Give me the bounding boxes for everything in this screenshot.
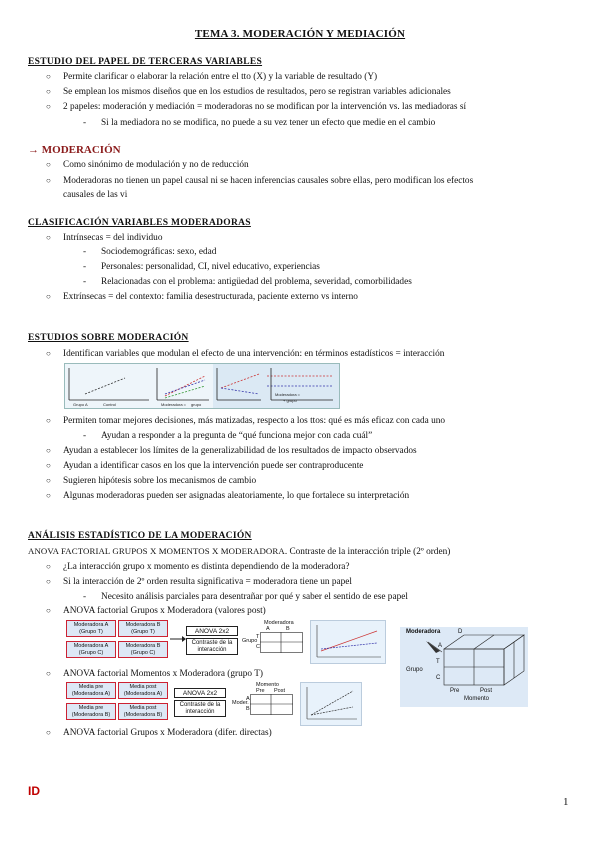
mini-plot xyxy=(300,682,362,726)
fig-label: Moderadora = xyxy=(275,392,301,397)
cell-mod-a-grupo-t: Moderadora A (Grupo T) xyxy=(66,620,116,637)
sub-list-item: - Si la mediadora no se modifica, no puede a su vez tener un efecto que medie en el cambio xyxy=(101,117,435,129)
cube-label: Momento xyxy=(464,696,490,702)
grid-label: Momento xyxy=(256,682,279,688)
cube-label: D xyxy=(458,629,463,635)
cell-pre-mod-b: Media pre (Moderadora B) xyxy=(66,703,116,720)
fig-label: Control xyxy=(103,402,116,407)
sub-list-item: - Relacionadas con el problema: antigüedad del problema, severidad, comorbilidades xyxy=(101,276,412,288)
cube-label: A xyxy=(438,643,443,649)
sub-list-item: - Personales: personalidad, CI, nivel educativo, experiencias xyxy=(101,261,320,273)
list-item: ○ Ayudan a establecer los límites de la generalizabilidad de los resultados de impacto observados xyxy=(63,445,417,457)
list-item: ○ Se emplean los mismos diseños que en los estudios de resultados, pero se registran variables adicionales xyxy=(63,86,451,98)
list-item: ○ ¿La interacción grupo x momento es distinta dependiendo de la moderadora? xyxy=(63,561,350,573)
list-item: ○ Extrínsecas = del contexto: familia desestructurada, paciente externo vs interno xyxy=(63,291,358,303)
mini-grid xyxy=(242,620,306,660)
sub-list-item: - Ayudan a responder a la pregunta de “qué funciona mejor con cada cuál” xyxy=(101,430,372,442)
list-item: ○ ANOVA factorial Momentos x Moderadora (grupo T) xyxy=(63,668,263,680)
list-item: ○ ANOVA factorial Grupos x Moderadora (difer. directas) xyxy=(63,727,272,739)
section-heading-terceras-variables: ESTUDIO DEL PAPEL DE TERCERAS VARIABLES xyxy=(28,57,263,67)
page-number: 1 xyxy=(563,796,569,808)
section-heading-analisis: ANÁLISIS ESTADÍSTICO DE LA MODERACIÓN xyxy=(28,531,252,541)
cell-post-mod-b: Media post (Moderadora B) xyxy=(118,703,168,720)
list-item: ○ Ayudan a identificar casos en los que la intervención puede ser contraproducente xyxy=(63,460,363,472)
list-item: ○ Permiten tomar mejores decisiones, más matizadas, respecto a los ttos: qué es más eficaz con cada uno xyxy=(63,415,445,427)
fig-label: grupo xyxy=(191,402,202,407)
intro-rest: . Contraste de la interacción triple (2º orden) xyxy=(284,547,451,557)
list-item: ○ Algunas moderadoras pueden ser asignadas aleatoriamente, lo que fortalece su interpretación xyxy=(63,490,409,502)
section-heading-clasificacion: CLASIFICACIÓN VARIABLES MODERADORAS xyxy=(28,218,251,228)
grid-label: A xyxy=(246,696,250,702)
anova-title: ANOVA 2x2 xyxy=(174,688,226,698)
cube-label: Grupo xyxy=(406,667,423,673)
moderation-interaction-figure xyxy=(64,363,340,409)
cube-label: T xyxy=(436,659,440,665)
cell-mod-a-grupo-c: Moderadora A (Grupo C) xyxy=(66,641,116,658)
fig-label: Grupo A xyxy=(73,402,88,407)
id-mark: ID xyxy=(28,784,40,798)
grid-label: B xyxy=(286,626,290,632)
anova-grupos-moderadora-figure xyxy=(66,620,386,664)
list-item: ○ Moderadoras no tienen un papel causal ni se hacen inferencias causales sobre ellas, pero modifican los efectos xyxy=(63,175,473,187)
fig-label: Moderadora = xyxy=(161,402,187,407)
section-heading-moderacion: → MODERACIÓN xyxy=(28,144,121,156)
sub-list-item: - Sociodemográficas: sexo, edad xyxy=(101,246,216,258)
cube-label: Pre xyxy=(450,688,460,694)
cube-label: C xyxy=(436,675,441,681)
fig-label: + grupo xyxy=(283,398,297,403)
grid-label: T xyxy=(256,634,260,640)
section-heading-estudios: ESTUDIOS SOBRE MODERACIÓN xyxy=(28,333,189,343)
cell-pre-mod-a: Media pre (Moderadora A) xyxy=(66,682,116,699)
anova-contrast: Contraste de la interacción xyxy=(174,700,226,717)
sub-list-item: - Necesito análisis parciales para desentrañar por qué y saber el sentido de ese papel xyxy=(101,591,408,603)
list-item: ○ Intrínsecas = del individuo xyxy=(63,232,162,244)
anova-momentos-moderadora-figure xyxy=(66,682,386,726)
cell-mod-b-grupo-c: Moderadora B (Grupo C) xyxy=(118,641,168,658)
cube-label: Post xyxy=(480,688,493,694)
section-intro xyxy=(28,545,450,558)
mini-grid xyxy=(232,682,296,722)
grid-label: Pre xyxy=(256,688,265,694)
list-item: ○ Identifican variables que modulan el efecto de una intervención: en términos estadísticos = interacción xyxy=(63,348,444,360)
grid-label: Moderadora xyxy=(264,620,294,626)
grid-label: Moder. xyxy=(232,700,249,706)
design-cube-figure xyxy=(400,627,528,707)
grid-label: A xyxy=(266,626,270,632)
anova-title: ANOVA 2x2 xyxy=(186,626,238,636)
page-title: TEMA 3. MODERACIÓN Y MEDIACIÓN xyxy=(194,28,406,40)
list-item-continuation: causales de las vi xyxy=(63,190,128,200)
list-item: ○ Sugieren hipótesis sobre los mecanismos de cambio xyxy=(63,475,256,487)
list-item: ○ Como sinónimo de modulación y no de reducción xyxy=(63,159,249,171)
grid-label: Post xyxy=(274,688,286,694)
grid-label: B xyxy=(246,706,250,712)
list-item: ○ Si la interacción de 2º orden resulta significativa = moderadora tiene un papel xyxy=(63,576,352,588)
cell-post-mod-a: Media post (Moderadora A) xyxy=(118,682,168,699)
list-item: ○ 2 papeles: moderación y mediación = moderadoras no se modifican por la intervención vs. las mediadoras sí xyxy=(63,101,466,113)
grid-label: C xyxy=(256,644,260,650)
cell-mod-b-grupo-t: Moderadora B (Grupo T) xyxy=(118,620,168,637)
grid-label: Grupo xyxy=(242,638,258,644)
cube-label: Moderadora xyxy=(406,629,441,635)
anova-contrast: Contraste de la interacción xyxy=(186,638,238,655)
intro-caps: ANOVA FACTORIAL GRUPOS X MOMENTOS X MODERADORA xyxy=(28,546,285,556)
list-item: ○ ANOVA factorial Grupos x Moderadora (valores post) xyxy=(63,605,266,617)
arrow-icon xyxy=(170,634,186,644)
mini-plot xyxy=(310,620,386,664)
list-item: ○ Permite clarificar o elaborar la relación entre el tto (X) y la variable de resultado (Y) xyxy=(63,71,377,83)
